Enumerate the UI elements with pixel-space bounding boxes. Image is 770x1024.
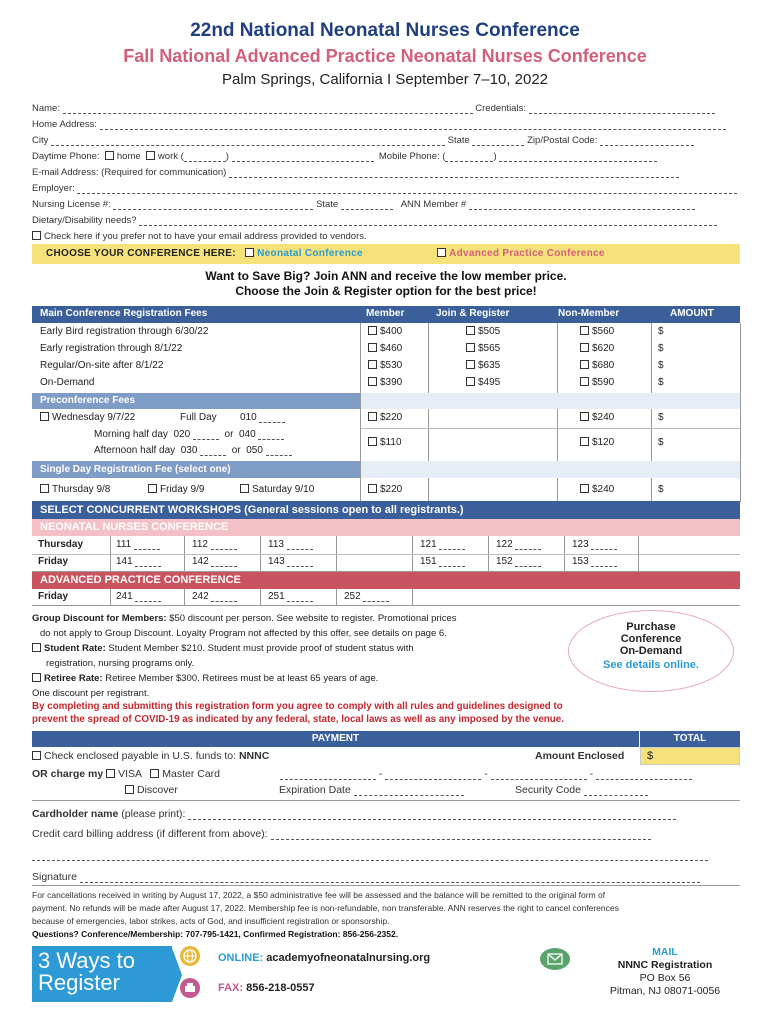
workshop-input[interactable] [591,540,617,550]
workshop-code: 152 [496,556,513,567]
afternoon-label: Afternoon half day [94,445,176,456]
row-divider [361,428,740,429]
amount-header: AMOUNT [670,308,714,319]
payment-divider [32,800,740,801]
student-rate-text-2: registration, nursing programs only. [46,658,195,669]
member-checkbox[interactable] [368,326,377,335]
join-price: $495 [478,377,501,388]
cardholder-label: Cardholder name [32,808,119,820]
fees-header [32,306,740,323]
home-address-row [32,119,740,133]
fax-number: 856-218-0557 [246,982,315,994]
amount-enclosed-label: Amount Enclosed [535,750,625,762]
precon-full-non-checkbox[interactable] [580,412,589,421]
neonatal-workshop-grid [32,536,740,572]
home-address-input[interactable] [100,120,726,130]
workshop-input[interactable] [439,540,465,550]
ann-member-input[interactable] [469,200,695,210]
workshop-input[interactable] [135,592,161,602]
visa-label: VISA [118,768,142,780]
workshop-code: 143 [268,556,285,567]
discover-checkbox[interactable] [125,785,134,794]
cancellation-policy [32,889,740,941]
non-checkbox[interactable] [580,343,589,352]
precon-half-member-price: $110 [380,437,402,448]
cancel-line-2: payment. No refunds will be made after August 17, 2022. Membership fee is non-refundable, non transferable. ANN reserves the right to cancel conferences [32,903,619,913]
see-details-link[interactable]: See details online. [603,659,699,671]
daytime-phone-label: Daytime Phone: [32,151,100,162]
amount-field[interactable]: $ [658,360,664,371]
billing-row [32,828,740,842]
discounts-block [32,611,562,701]
vendor-row [32,231,740,245]
precon-amount-1[interactable]: $ [658,412,664,423]
member-checkbox[interactable] [368,377,377,386]
dietary-row [32,215,740,229]
security-code-input[interactable] [584,786,648,796]
thursday-label: Thursday [38,539,84,550]
dietary-label: Dietary/Disability needs? [32,215,137,226]
member-checkbox[interactable] [368,360,377,369]
payee-nnnc: NNNC [238,750,270,762]
precon-half-non-checkbox[interactable] [580,437,589,446]
name-row [32,103,740,117]
join-checkbox[interactable] [466,326,475,335]
advanced-conference-label: Advanced Practice Conference [449,248,605,259]
home-address-label: Home Address: [32,119,97,130]
fullday-label: Full Day [180,412,217,423]
workshop-code: 111 [116,539,132,550]
mail-line-2: PO Box 56 [639,972,691,984]
join-checkbox[interactable] [466,377,475,386]
covid-notice [32,700,740,726]
work-close: ) [225,151,229,162]
workshop-code: 153 [572,556,589,567]
fee-divider [740,323,741,502]
work-label: work ( [157,151,184,162]
city-input[interactable] [51,136,445,146]
saturday-label: Saturday 9/10 [252,484,315,495]
join-checkbox[interactable] [466,343,475,352]
neonatal-workshops-bar: NEONATAL NURSES CONFERENCE [32,519,740,536]
workshop-code: 241 [116,591,133,602]
or-label: or [231,445,241,456]
vendor-optout-checkbox[interactable] [32,231,41,240]
conference-subtitle: Fall National Advanced Practice Neonatal Nurses Conference [123,46,647,66]
billing-address-input[interactable] [271,830,651,840]
expiration-label: Expiration Date [279,784,351,796]
cardholder-label-rest: (please print): [121,808,186,820]
friday-label: Friday 9/9 [160,484,205,495]
online-label: ONLINE: [218,952,264,964]
precon-full-member-price: $220 [380,412,403,423]
cancel-line-1: For cancellations received in writing by August 17, 2022, a $50 administrative fee will be assessed and the balance will be remitted to the original form of [32,890,606,900]
workshop-input[interactable] [515,540,541,550]
code-020: 020 [173,429,191,440]
credentials-input[interactable] [529,104,715,114]
member-price: $390 [380,377,403,388]
conference-location: Palm Springs, California I September 7–10, 2022 [221,71,548,88]
covid-line-1: By completing and submitting this registration form you agree to comply with all rules and guidelines designed to [32,701,563,712]
signature-input[interactable] [80,873,700,883]
wednesday-label: Wednesday 9/7/22 [52,412,136,423]
state-label: State [447,135,470,146]
nursing-license-input[interactable] [113,200,313,210]
billing-address-label: Credit card billing address (if different from above): [32,828,268,840]
signature-label: Signature [32,871,77,883]
workshop-input[interactable] [287,540,313,550]
choose-conference-bar [32,244,740,264]
covid-line-2: prevent the spread of COVID-19 as indicated by any federal, state, local laws as well as any imposed by the venue. [32,714,564,725]
workshop-code: 252 [344,591,361,602]
single-non-checkbox[interactable] [580,484,589,493]
workshop-code: 151 [420,556,437,567]
non-checkbox[interactable] [580,360,589,369]
mail-icon [540,948,570,970]
non-checkbox[interactable] [580,377,589,386]
payment-bottom-divider [32,885,740,886]
workshop-code: 122 [496,539,513,550]
discover-label: Discover [137,784,178,796]
join-checkbox[interactable] [466,360,475,369]
license-state-input[interactable] [341,200,393,210]
employer-label: Employer: [32,183,75,194]
student-rate-text: Student Member $210. Student must provide proof of student status with [108,643,414,654]
retiree-rate-title: Retiree Rate: [44,673,103,684]
home-label: home [116,151,141,162]
wednesday-checkbox[interactable] [40,412,49,421]
group-discount-text-2: do not apply to Group Discount. Loyalty Program not affected by this offer, see details on page 6. [40,628,447,639]
globe-icon [180,946,200,966]
mobile-area-input[interactable] [445,152,493,162]
single-member-checkbox[interactable] [368,484,377,493]
name-label: Name: [32,103,60,114]
single-non-price: $240 [592,484,615,495]
work-phone-checkbox[interactable] [146,151,155,160]
workshops-header: SELECT CONCURRENT WORKSHOPS (General sessions open to all registrants.) [32,501,740,519]
precon-full-non-price: $240 [592,412,615,423]
save-line-2: Choose the Join & Register option for the best price! [235,284,537,298]
workshop-input[interactable] [287,557,313,567]
join-header: Join & Register [436,308,510,319]
workshop-input[interactable] [134,540,160,550]
cardholder-row [32,808,740,822]
nursing-license-label: Nursing License #: [32,199,111,210]
saturday-checkbox[interactable] [240,484,249,493]
non-checkbox[interactable] [580,326,589,335]
non-price: $680 [592,360,615,371]
join-price: $635 [478,360,501,371]
single-amount[interactable]: $ [658,484,664,495]
fax-icon [180,978,200,998]
code-050: 050 [246,445,263,456]
student-rate-title: Student Rate: [44,643,106,654]
save-message [32,269,740,299]
advanced-workshops-bar: ADVANCED PRACTICE CONFERENCE [32,572,740,589]
billing-row-2 [32,850,740,864]
discover-row [32,784,740,798]
check-enclosed-label: Check enclosed payable in U.S. funds to: [44,750,237,762]
join-price: $565 [478,343,501,354]
choose-label: CHOOSE YOUR CONFERENCE HERE: [46,248,236,259]
fee-label: Early Bird registration through 6/30/22 [40,326,209,337]
member-price: $400 [380,326,403,337]
visa-checkbox[interactable] [106,769,115,778]
security-code-label: Security Code [515,784,581,796]
ann-member-label: ANN Member # [400,199,467,210]
thursday-checkbox[interactable] [40,484,49,493]
workshop-input[interactable] [211,540,237,550]
check-row [32,750,740,764]
employer-row [32,183,740,197]
code-020-input[interactable] [193,430,219,440]
code-040-input[interactable] [258,430,284,440]
mobile-phone-label: Mobile Phone: ( [378,151,446,162]
or-charge-label: OR charge my [32,768,104,780]
workshop-input[interactable] [135,557,161,567]
single-day-header: Single Day Registration Fee (select one) [32,461,360,478]
workshop-code: 242 [192,591,209,602]
mail-address [590,946,740,998]
member-price: $530 [380,360,403,371]
retiree-rate-checkbox[interactable] [32,673,41,682]
fee-label: On-Demand [40,377,95,388]
code-010: 010 [240,412,257,423]
workshop-code: 141 [116,556,133,567]
name-input[interactable] [63,104,473,114]
precon-full-member-checkbox[interactable] [368,412,377,421]
thursday-label: Thursday 9/8 [52,484,111,495]
non-price: $620 [592,343,615,354]
workshop-code: 142 [192,556,209,567]
employer-input[interactable] [77,184,737,194]
purchase-line-2: Conference [620,633,682,645]
advanced-workshop-grid [32,589,740,606]
amount-field[interactable]: $ [658,377,664,388]
workshop-code: 251 [268,591,285,602]
workshop-code: 112 [192,539,208,550]
purchase-ondemand-badge[interactable] [568,610,734,692]
fee-label: Regular/On-site after 8/1/22 [40,360,164,371]
group-discount-text: $50 discount per person. See website to register. Promotional prices [169,613,457,624]
online-url[interactable]: academyofneonatalnursing.org [266,952,431,964]
single-header-fill [361,461,740,478]
workshop-input[interactable] [439,557,465,567]
workshop-input[interactable] [287,592,313,602]
conference-title: 22nd National Neonatal Nurses Conference [190,20,580,41]
code-040: 040 [239,429,256,440]
precon-half-non-price: $120 [592,437,615,448]
expiration-input[interactable] [354,786,464,796]
nonmember-header: Non-Member [558,308,620,319]
cancel-line-3: because of emergencies, labor strikes, acts of God, and insufficient registration or sponsorship. [32,916,390,926]
billing-address-input-2[interactable] [32,851,708,861]
code-050-input[interactable] [266,446,292,456]
purchase-line-1: Purchase [626,621,676,633]
questions-line: Questions? Conference/Membership: 707-795-1421, Confirmed Registration: 856-256-2352. [32,929,399,939]
or-label: or [224,429,234,440]
neonatal-conference-checkbox[interactable] [245,248,254,257]
mail-label: MAIL [652,946,678,958]
vendor-optout-label: Check here if you prefer not to have your email address provided to vendors. [44,231,367,242]
save-line-1: Want to Save Big? Join ANN and receive the low member price. [205,269,567,283]
email-label: E-mail Address: (Required for communication) [32,167,227,178]
work-area-input[interactable] [184,152,226,162]
workshop-input[interactable] [211,592,237,602]
non-price: $590 [592,377,615,388]
one-discount-note: One discount per registrant. [32,688,150,699]
phone-row [32,151,740,165]
main-fees-header: Main Conference Registration Fees [40,308,208,319]
member-checkbox[interactable] [368,343,377,352]
non-price: $560 [592,326,615,337]
mastercard-label: Master Card [162,768,221,780]
workshop-code: 113 [268,539,284,550]
fax-row [218,982,315,994]
workshop-input[interactable] [211,557,237,567]
signature-row [32,871,740,885]
neonatal-conference-label: Neonatal Conference [257,248,363,259]
member-header: Member [366,308,405,319]
workshop-input[interactable] [363,592,389,602]
single-member-price: $220 [380,484,403,495]
ways-line-1: 3 Ways to [38,948,135,973]
mail-line-1: NNNC Registration [617,959,713,971]
total-header: TOTAL [640,731,740,747]
city-row [32,135,740,149]
total-dollar: $ [647,750,654,762]
student-rate-checkbox[interactable] [32,643,41,652]
home-phone-checkbox[interactable] [105,151,114,160]
check-enclosed-checkbox[interactable] [32,751,41,760]
online-row [218,952,430,964]
state-input[interactable] [472,136,524,146]
fee-label: Early registration through 8/1/22 [40,343,183,354]
card-number-input[interactable]: - - - [280,768,692,780]
payment-header: PAYMENT [32,731,639,747]
cardholder-input[interactable] [188,810,676,820]
retiree-rate-text: Retiree Member $300. Retirees must be at least 65 years of age. [105,673,379,684]
daytime-phone-input[interactable] [232,152,374,162]
email-input[interactable] [229,168,679,178]
morning-label: Morning half day [94,429,168,440]
adv-friday-label: Friday [38,591,69,602]
precon-header: Preconference Fees [32,393,360,409]
advanced-conference-checkbox[interactable] [437,248,446,257]
workshop-code: 123 [572,539,589,550]
code-010-input[interactable] [259,413,285,423]
charge-row [32,768,740,782]
friday-checkbox[interactable] [148,484,157,493]
license-state-label: State [315,199,339,210]
ways-line-2: Register [38,970,120,995]
precon-header-fill [361,393,740,409]
workshop-input[interactable] [591,557,617,567]
code-030-input[interactable] [200,446,226,456]
purchase-line-3: On-Demand [619,645,683,657]
amount-field[interactable]: $ [658,343,664,354]
amount-field[interactable]: $ [658,326,664,337]
license-row [32,199,740,213]
code-030: 030 [180,445,198,456]
workshop-input[interactable] [515,557,541,567]
mail-line-3: Pitman, NJ 08071-0056 [609,985,721,997]
three-ways-box [32,946,172,1002]
workshop-code: 121 [420,539,437,550]
mobile-close: ) [493,151,497,162]
fax-label: FAX: [218,982,244,994]
email-row [32,167,740,181]
mastercard-checkbox[interactable] [150,769,159,778]
group-discount-title: Group Discount for Members: [32,613,167,624]
precon-half-member-checkbox[interactable] [368,437,377,446]
dietary-input[interactable] [139,216,717,226]
city-label: City [32,135,49,146]
zip-label: Zip/Postal Code: [527,135,598,146]
friday-label: Friday [38,556,69,567]
member-price: $460 [380,343,403,354]
mobile-phone-input[interactable] [499,152,657,162]
zip-input[interactable] [600,136,694,146]
precon-amount-2[interactable]: $ [658,437,664,448]
join-price: $505 [478,326,501,337]
credentials-label: Credentials: [475,103,526,114]
